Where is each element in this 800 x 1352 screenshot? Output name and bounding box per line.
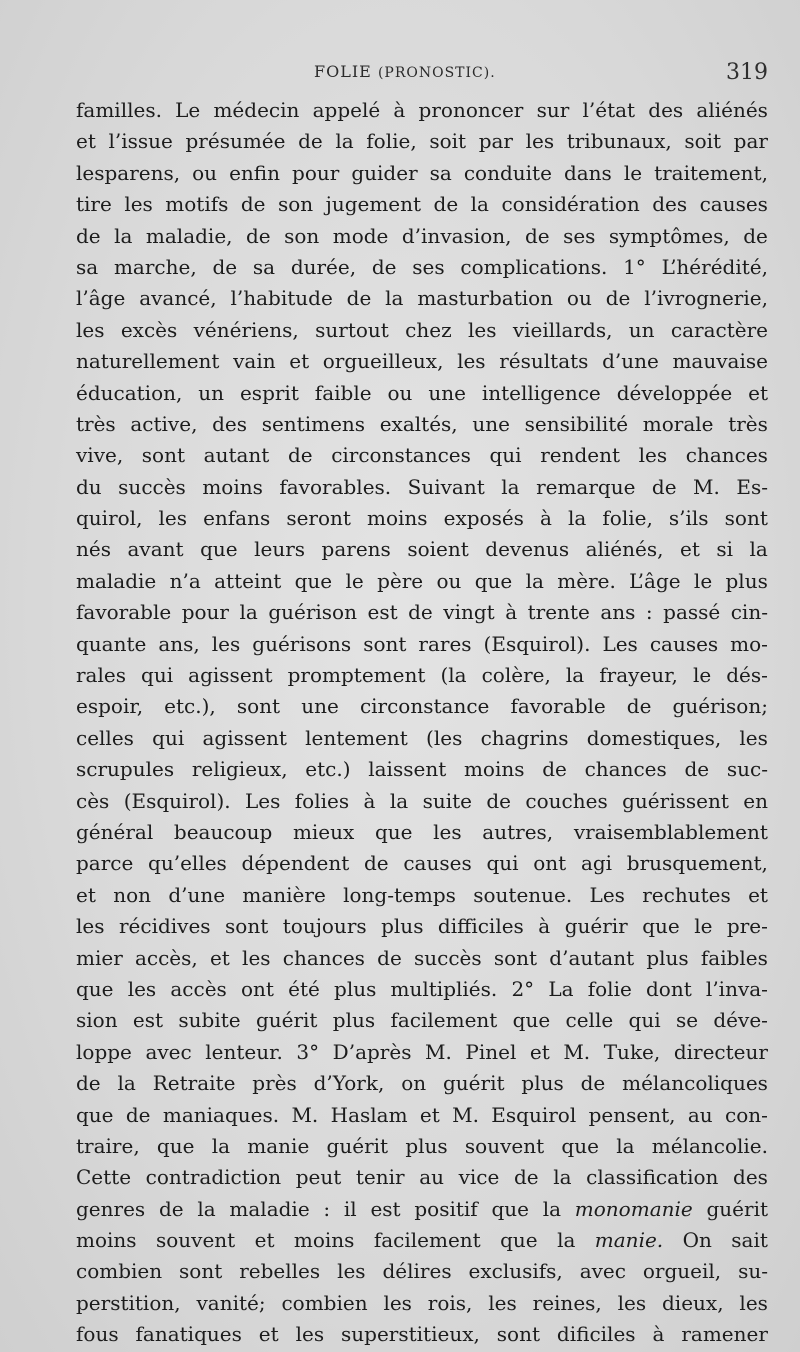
text-line: genres de la maladie : il est positif que la monomanie guérit: [76, 1196, 768, 1221]
running-title-main: FOLIE: [314, 62, 372, 81]
text-line: mier accès, et les chances de succès sont d’autant plus faibles: [76, 945, 768, 970]
text-line: celles qui agissent lentement (les chagrins domestiques, les: [76, 725, 768, 750]
text-line: parce qu’elles dépendent de causes qui ont agi brusquement,: [76, 851, 768, 876]
text-line: et non d’une manière long-temps soutenue. Les rechutes et: [76, 882, 768, 907]
text-line: Cette contradiction peut tenir au vice de la classification des: [76, 1165, 768, 1190]
text-line: favorable pour la guérison est de vingt à trente ans : passé cin-: [76, 600, 768, 625]
text-line: les récidives sont toujours plus difficiles à guérir que le pre-: [76, 914, 768, 939]
text-line: nés avant que leurs parens soient devenus aliénés, et si la: [76, 537, 768, 562]
text-line: fous fanatiques et les superstitieux, sont dificiles à ramener: [76, 1322, 768, 1347]
text-line: naturellement vain et orgueilleux, les résultats d’une mauvaise: [76, 349, 768, 374]
body-text: [76, 95, 768, 1351]
text-line: familles. Le médecin appelé à prononcer sur l’état des aliénés: [76, 98, 768, 122]
text-line: rales qui agissent promptement (la colère, la frayeur, le dés-: [76, 663, 768, 688]
text-line: de la Retraite près d’York, on guérit plus de mélancoliques: [76, 1071, 768, 1096]
text-line: que de maniaques. M. Haslam et M. Esquirol pensent, au con-: [76, 1102, 768, 1127]
text-line: cès (Esquirol). Les folies à la suite de couches guérissent en: [76, 788, 768, 813]
text-line: lesparens, ou enfin pour guider sa conduite dans le traitement,: [76, 160, 768, 185]
running-title-paren: (PRONOSTIC).: [377, 65, 496, 81]
text-line: sion est subite guérit plus facilement que celle qui se déve-: [76, 1008, 768, 1033]
text-line: combien sont rebelles les délires exclusifs, avec orgueil, su-: [76, 1259, 768, 1284]
text-line: espoir, etc.), sont une circonstance favorable de guérison;: [76, 694, 768, 719]
text-line: scrupules religieux, etc.) laissent moins de chances de suc-: [76, 757, 768, 782]
text-line: perstition, vanité; combien les rois, les reines, les dieux, les: [76, 1290, 768, 1315]
text-line: quante ans, les guérisons sont rares (Esquirol). Les causes mo-: [76, 631, 768, 656]
text-line: que les accès ont été plus multipliés. 2° La folie dont l’inva-: [76, 976, 768, 1001]
text-line: et l’issue présumée de la folie, soit par les tribunaux, soit par: [76, 129, 768, 154]
text-line: moins souvent et moins facilement que la manie. On sait: [76, 1228, 768, 1253]
text-line: sa marche, de sa durée, de ses complications. 1° L’hérédité,: [76, 254, 768, 279]
running-head: [76, 62, 768, 92]
text-line: tire les motifs de son jugement de la considération des causes: [76, 192, 768, 217]
text-line: traire, que la manie guérit plus souvent que la mélancolie.: [76, 1133, 768, 1158]
text-line: de la maladie, de son mode d’invasion, de ses symptômes, de: [76, 223, 768, 248]
text-line: quirol, les enfans seront moins exposés à la folie, s’ils sont: [76, 506, 768, 531]
text-line: l’âge avancé, l’habitude de la masturbation ou de l’ivrognerie,: [76, 286, 768, 311]
text-line: vive, sont autant de circonstances qui rendent les chances: [76, 443, 768, 468]
page-number: 319: [726, 60, 768, 85]
text-line: très active, des sentimens exaltés, une sensibilité morale très: [76, 411, 768, 436]
text-line: les excès vénériens, surtout chez les vieillards, un caractère: [76, 317, 768, 342]
text-line: général beaucoup mieux que les autres, vraisemblablement: [76, 819, 768, 844]
text-line: maladie n’a atteint que le père ou que la mère. L’âge le plus: [76, 568, 768, 593]
text-line: loppe avec lenteur. 3° D’après M. Pinel et M. Tuke, directeur: [76, 1039, 768, 1064]
running-title: [314, 62, 496, 81]
text-line: du succès moins favorables. Suivant la remarque de M. Es-: [76, 474, 768, 499]
text-line: éducation, un esprit faible ou une intelligence développée et: [76, 380, 768, 405]
